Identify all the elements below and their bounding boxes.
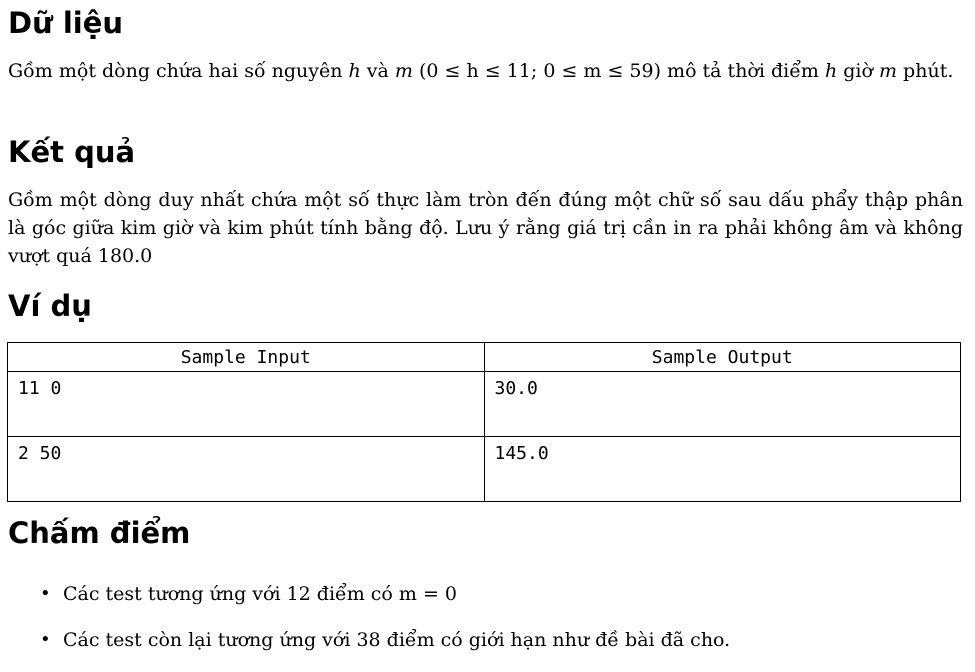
sample-table [7,342,961,502]
sample-output-cell: 145.0 [484,437,961,502]
list-item: • Các test tương ứng với 12 điểm có m = 0 [8,580,963,608]
table-row [8,437,961,502]
table-header-input: Sample Input [8,343,485,372]
table-row [8,372,961,437]
input-section-title: Dữ liệu [8,6,124,40]
list-item: • Các test còn lại tương ứng với 38 điểm có giới hạn như đề bài đã cho. [8,626,963,654]
sample-input-cell: 11 0 [8,372,485,437]
output-section-title: Kết quả [8,135,136,169]
output-description: Gồm một dòng duy nhất chứa một số thực làm tròn đến đúng một chữ số sau dấu phẩy thập phân là góc giữa kim giờ và kim phút tính bằng độ. Lưu ý rằng giá trị cần in ra phải không âm và không vượt quá 180.0 [8,189,963,267]
sample-input-cell: 2 50 [8,437,485,502]
scoring-list [8,580,963,672]
bullet-icon: • [40,583,51,604]
input-description: Gồm một dòng chứa hai số nguyên h và m (0 ≤ h ≤ 11; 0 ≤ m ≤ 59) mô tả thời điểm h giờ m phút. [8,60,954,82]
bullet-icon: • [40,629,51,650]
table-header-output: Sample Output [484,343,961,372]
sample-output-cell: 30.0 [484,372,961,437]
table-header-row [8,343,961,372]
example-section-title: Ví dụ [8,289,92,323]
scoring-section-title: Chấm điểm [8,516,191,550]
